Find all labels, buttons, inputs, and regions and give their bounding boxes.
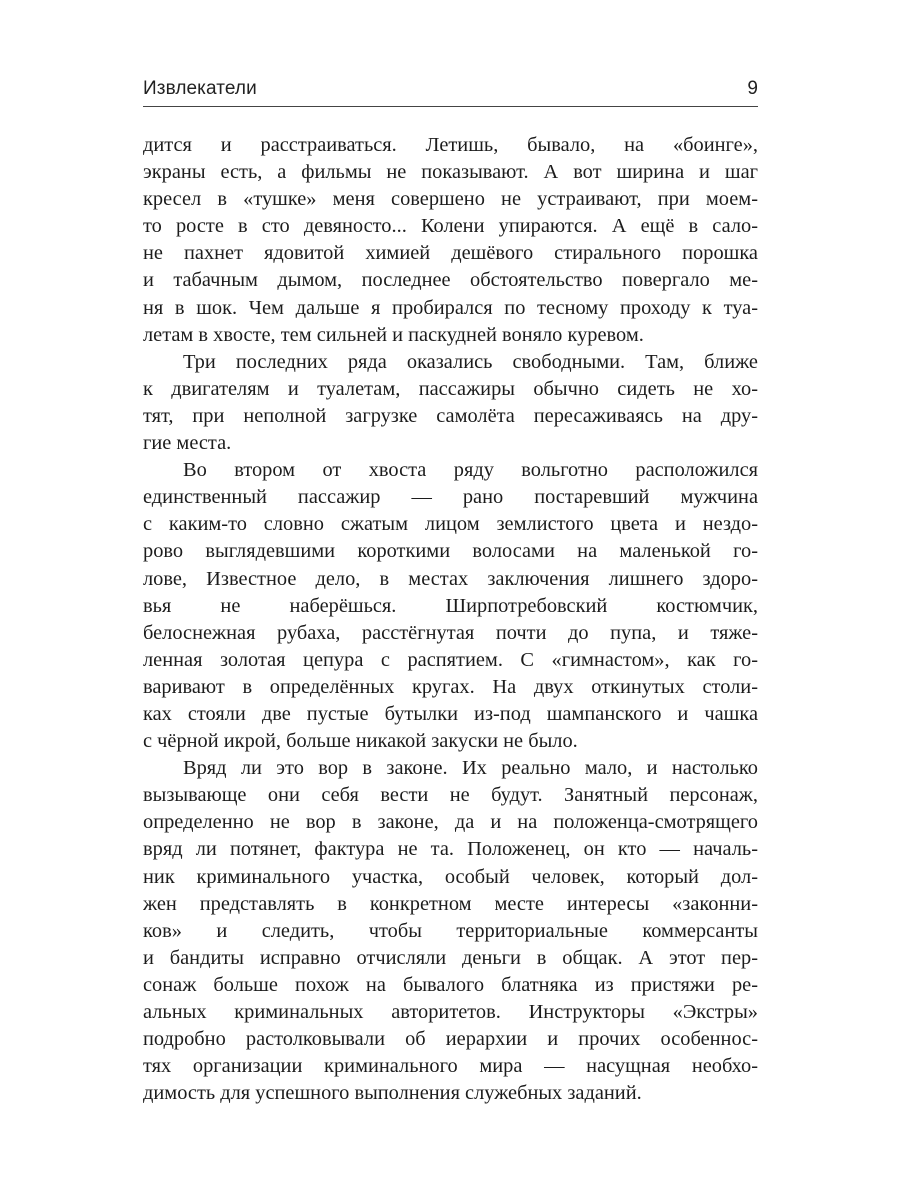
- text-line: то росте в сто девяносто... Колени упираются. А ещё в сало-: [143, 215, 758, 238]
- text-line: Вряд ли это вор в законе. Их реально мало, и настолько: [183, 757, 758, 780]
- text-line: ках стояли две пустые бутылки из-под шампанского и чашка: [143, 702, 758, 725]
- text-line: кресел в «тушке» меня совершено не устраивают, при моем-: [143, 188, 758, 211]
- text-line: подробно растолковывали об иерархии и прочих особеннос-: [143, 1028, 758, 1051]
- body-text: [143, 132, 758, 1107]
- text-line: единственный пассажир — рано постаревший мужчина: [143, 486, 758, 509]
- text-line: белоснежная рубаха, расстёгнутая почти до пупа, и тяже-: [143, 621, 758, 644]
- text-line: летам в хвосте, тем сильней и паскудней воняло куревом.: [143, 323, 644, 346]
- text-line: Три последних ряда оказались свободными. Там, ближе: [183, 350, 758, 373]
- text-line: ник криминального участка, особый человек, который дол-: [143, 865, 758, 888]
- text-line: к двигателям и туалетам, пассажиры обычно сидеть не хо-: [143, 377, 758, 400]
- text-line: с чёрной икрой, больше никакой закуски не было.: [143, 730, 578, 753]
- text-line: димость для успешного выполнения служебных заданий.: [143, 1082, 642, 1105]
- text-line: гие места.: [143, 432, 232, 455]
- running-head: [143, 74, 758, 104]
- text-line: определенно не вор в законе, да и на положенца-смотрящего: [143, 811, 758, 834]
- text-line: жен представлять в конкретном месте интересы «законни-: [143, 892, 758, 915]
- text-line: дится и расстраиваться. Летишь, бывало, на «боинге»,: [143, 134, 758, 156]
- text-line: варивают в определённых кругах. На двух откинутых столи-: [143, 675, 758, 698]
- text-line: и табачным дымом, последнее обстоятельство повергало ме-: [143, 269, 758, 292]
- text-line: Во втором от хвоста ряду вольготно расположился: [183, 459, 758, 482]
- text-line: с каким-то словно сжатым лицом землистого цвета и нездо-: [143, 513, 758, 536]
- text-line: не пахнет ядовитой химией дешёвого стирального порошка: [143, 242, 758, 265]
- text-line: экраны есть, а фильмы не показывают. А вот ширина и шаг: [143, 161, 758, 184]
- running-title: Извлекатели: [143, 78, 257, 99]
- text-line: рово выглядевшими короткими волосами на маленькой го-: [143, 540, 758, 563]
- text-line: лове, Известное дело, в местах заключения лишнего здоро-: [143, 567, 758, 590]
- text-line: тят, при неполной загрузке самолёта пересаживаясь на дру-: [143, 404, 758, 427]
- header-rule: [143, 106, 758, 107]
- text-line: вья не наберёшься. Ширпотребовский костюмчик,: [143, 594, 758, 617]
- text-line: ков» и следить, чтобы территориальные коммерсанты: [143, 919, 758, 942]
- text-line: тях организации криминального мира — насущная необхо-: [143, 1055, 758, 1078]
- page-number: 9: [747, 78, 758, 99]
- text-line: вызывающе они себя вести не будут. Занятный персонаж,: [143, 784, 758, 807]
- text-line: ленная золотая цепура с распятием. С «гимнастом», как го-: [143, 648, 758, 671]
- text-line: вряд ли потянет, фактура не та. Положенец, он кто — началь-: [143, 838, 758, 861]
- text-line: сонаж больше похож на бывалого блатняка из пристяжи ре-: [143, 973, 758, 996]
- text-line: и бандиты исправно отчисляли деньги в общак. А этот пер-: [143, 946, 758, 969]
- text-line: альных криминальных авторитетов. Инструкторы «Экстры»: [143, 1001, 758, 1023]
- text-line: ня в шок. Чем дальше я пробирался по тесному проходу к туа-: [143, 296, 758, 319]
